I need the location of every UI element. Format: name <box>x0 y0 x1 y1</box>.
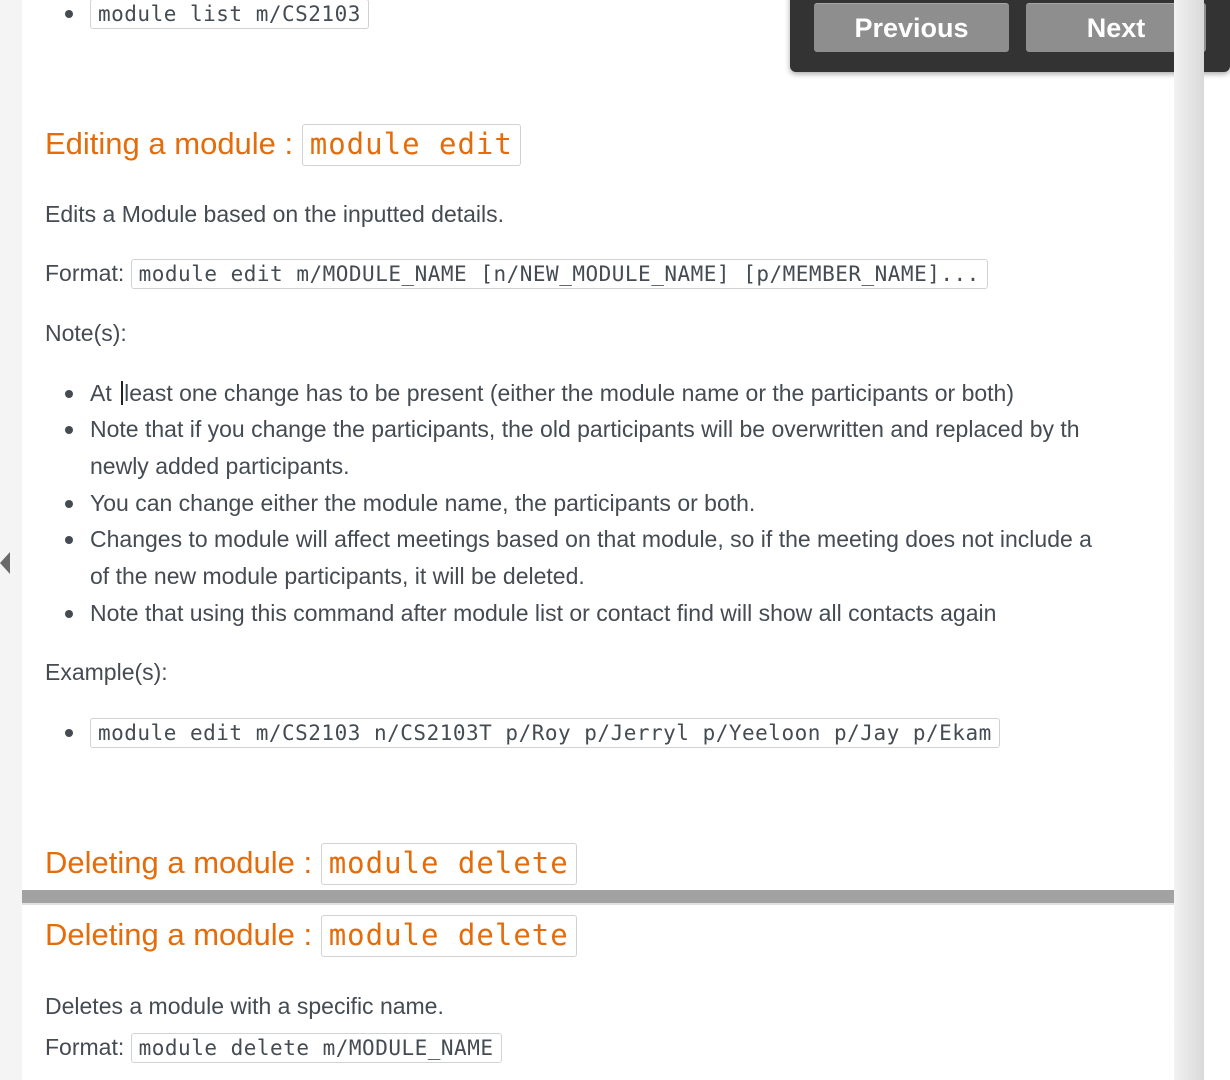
help-pane-top[interactable] <box>22 0 1174 880</box>
collapse-arrow-icon[interactable] <box>0 552 10 574</box>
examples-label: Example(s): <box>45 659 168 685</box>
section-heading-delete-partial: Deleting a module : module delete <box>45 845 577 881</box>
section-heading-delete: Deleting a module : module delete <box>45 917 577 953</box>
previous-button[interactable]: Previous <box>814 3 1009 52</box>
format-line: Format: module edit m/MODULE_NAME [n/NEW_MODULE_NAME] [p/MEMBER_NAME]... <box>45 260 988 287</box>
format-code: module edit m/MODULE_NAME [n/NEW_MODULE_NAME] [p/MEMBER_NAME]... <box>131 259 988 289</box>
list-item <box>90 0 369 33</box>
format-line: Format: module delete m/MODULE_NAME <box>45 1034 502 1061</box>
example-item <box>90 714 1000 752</box>
note-item: Changes to module will affect meetings based on that module, so if the meeting does not include a of the new module participants, it will be deleted. <box>90 521 1092 595</box>
notes-label: Note(s): <box>45 320 127 346</box>
note-item: You can change either the module name, the participants or both. <box>90 485 755 522</box>
pane-splitter[interactable] <box>22 885 1174 905</box>
note-item: Note that using this command after module list or contact find will show all contacts again <box>90 595 996 632</box>
example-code: module edit m/CS2103 n/CS2103T p/Roy p/Jerryl p/Yeeloon p/Jay p/Ekam <box>90 718 1000 748</box>
section-heading-edit: Editing a module : module edit <box>45 126 521 162</box>
next-button[interactable]: Next <box>1026 3 1206 52</box>
section-description: Deletes a module with a specific name. <box>45 993 444 1019</box>
navigation-box <box>790 0 1230 72</box>
text-cursor <box>121 381 123 405</box>
note-item: Note that if you change the participants, the old participants will be overwritten and replaced by th newly added participants. <box>90 411 1080 485</box>
heading-code: module edit <box>302 124 521 166</box>
note-item: At least one change has to be present (either the module name or the participants or both) <box>90 375 1014 412</box>
section-description: Edits a Module based on the inputted details. <box>45 201 505 227</box>
example-code: module list m/CS2103 <box>90 0 369 29</box>
heading-code: module delete <box>321 843 577 885</box>
help-pane-bottom[interactable] <box>22 905 1174 1080</box>
heading-code: module delete <box>321 915 577 957</box>
format-code: module delete m/MODULE_NAME <box>131 1033 502 1063</box>
window-right-edge <box>1174 0 1204 1080</box>
left-panel-edge <box>0 0 22 1080</box>
